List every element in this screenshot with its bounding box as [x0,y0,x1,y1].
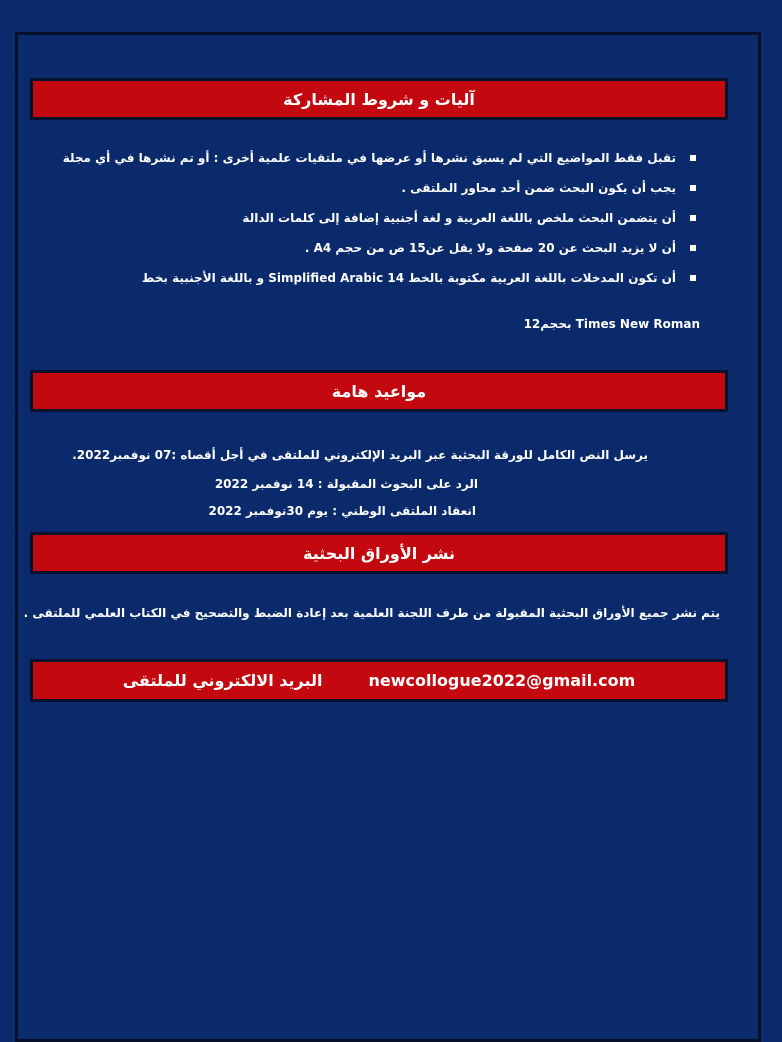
email-address[interactable]: newcollogue2022@gmail.com [368,671,636,690]
email-banner [30,659,728,702]
dates-banner [30,370,728,412]
email-label: البريد الالكتروني للملتقى [122,671,323,690]
bullet-icon [690,185,696,191]
publication-banner [30,532,728,574]
conditions-title: آليات و شروط المشاركة [283,89,475,109]
dates-title: مواعيد هامة [331,381,427,401]
conference-date: انعقاد الملتقى الوطني : يوم 30نوفمبر 2022 [208,504,476,518]
list-item: أن يتضمن البحث ملخص باللغة العربية و لغة أجنبية إضافة إلى كلمات الدالة [96,210,696,226]
reply-date: الرد على البحوث المقبولة : 14 نوفمبر 2022 [214,477,478,491]
publication-text: يتم نشر جميع الأوراق البحثية المقبولة من طرف اللجنة العلمية بعد إعادة الضبط والتصحيح في الكتاب العلمي للملتقى . [23,606,720,620]
bullet-icon [690,155,696,161]
list-item: أن لا يزيد البحث عن 20 صفحة ولا يقل عن15 ص من حجم A4 . [96,240,696,256]
conditions-continuation: Times New Roman بحجم12 [523,317,700,331]
conditions-list [62,150,696,300]
publication-title: نشر الأوراق البحثية [302,543,456,563]
list-item: يجب أن يكون البحث ضمن أحد محاور الملتقى . [96,180,696,196]
bullet-icon [690,275,696,281]
list-item: تقبل فقط المواضيع التي لم يسبق نشرها أو عرضها في ملتقيات علمية أخرى : أو تم نشرها في أي مجلة [96,150,696,166]
dates-block [72,447,648,519]
conditions-banner [30,78,728,120]
bullet-icon [690,215,696,221]
bullet-icon [690,245,696,251]
full-paper-deadline: يرسل النص الكامل للورقة البحثية عبر البريد الإلكتروني للملتقى في أجل أقصاه :07 نوفمبر2022. [72,448,648,462]
list-item: أن تكون المدخلات باللغة العربية مكتوبة بالخط Simplified Arabic 14 و باللغة الأجنبية بخط [96,270,696,286]
